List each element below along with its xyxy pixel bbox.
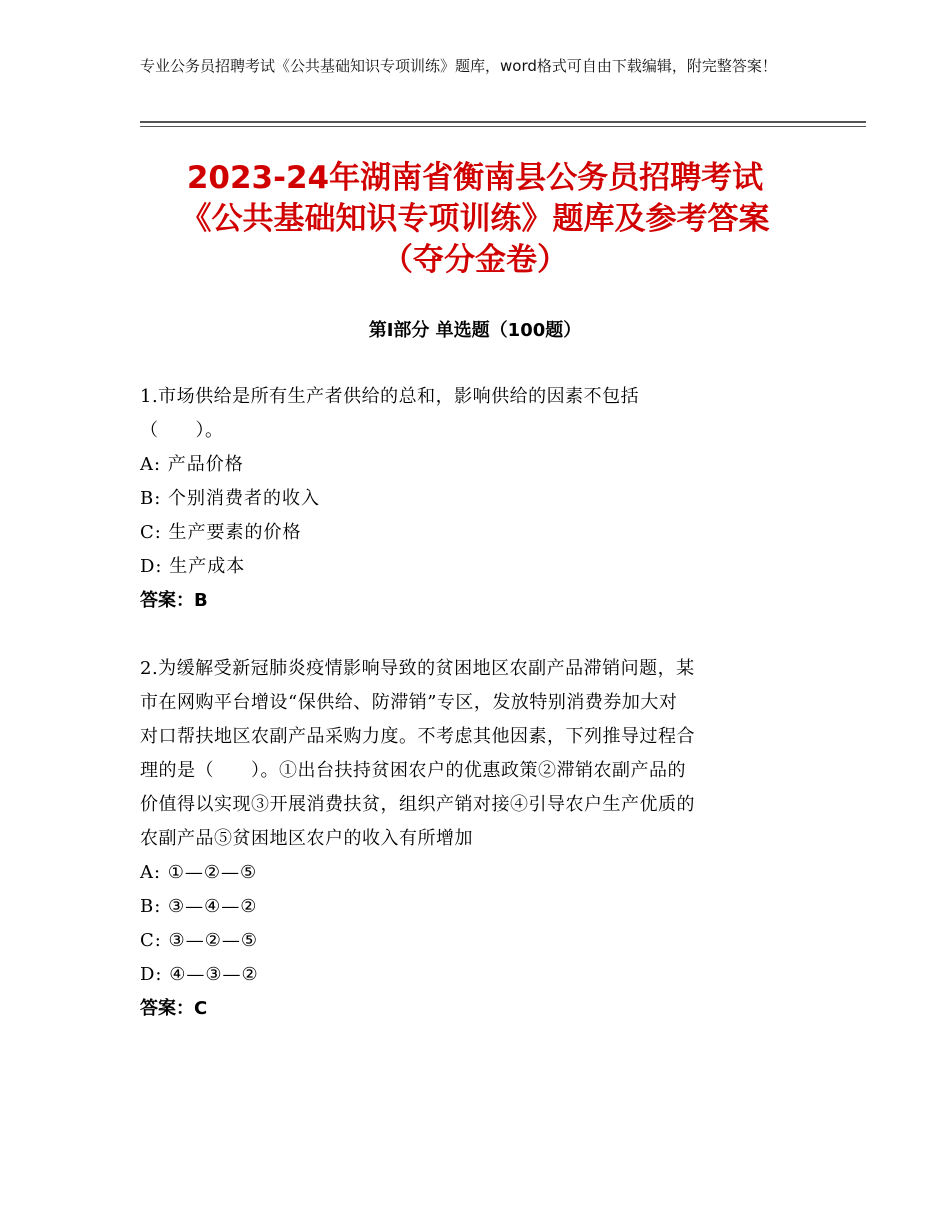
header-rule-thick <box>140 121 866 123</box>
question-stem-line: 2.为缓解受新冠肺炎疫情影响导致的贫困地区农副产品滞销问题，某 <box>140 658 695 679</box>
header-rule-thin <box>140 126 866 127</box>
question-1 <box>140 380 810 618</box>
section-heading: 第Ⅰ部分 单选题（100题） <box>368 320 582 341</box>
option-c: C: 生产要素的价格 <box>140 522 302 543</box>
option-b: B: 个别消费者的收入 <box>140 488 321 509</box>
question-stem-line: 对口帮扶地区农副产品采购力度。不考虑其他因素，下列推导过程合 <box>140 726 695 747</box>
answer: 答案：C <box>140 998 208 1019</box>
title-line-2: 《公共基础知识专项训练》题库及参考答案 <box>180 201 770 237</box>
option-c: C: ③—②—⑤ <box>140 930 258 951</box>
question-2 <box>140 652 810 1026</box>
document-title <box>100 158 850 281</box>
header-note: 专业公务员招聘考试《公共基础知识专项训练》题库，word格式可自由下载编辑，附完整答案！ <box>140 57 777 75</box>
question-stem-line: 市在网购平台增设“保供给、防滞销”专区，发放特别消费券加大对 <box>140 692 678 713</box>
option-a: A: 产品价格 <box>140 454 244 475</box>
title-line-1: 2023-24年湖南省衡南县公务员招聘考试 <box>186 160 764 196</box>
option-d: D: ④—③—② <box>140 964 259 985</box>
question-stem-line: 农副产品⑤贫困地区农户的收入有所增加 <box>140 828 473 849</box>
option-b: B: ③—④—② <box>140 896 258 917</box>
question-stem-line: （ ）。 <box>140 420 224 441</box>
question-stem-line: 1.市场供给是所有生产者供给的总和，影响供给的因素不包括 <box>140 386 640 407</box>
option-d: D: 生产成本 <box>140 556 246 577</box>
question-stem-line: 理的是（ ）。①出台扶持贫困农户的优惠政策②滞销农副产品的 <box>140 760 686 781</box>
title-line-3: （夺分金卷） <box>382 242 568 278</box>
question-stem-line: 价值得以实现③开展消费扶贫，组织产销对接④引导农户生产优质的 <box>140 794 695 815</box>
option-a: A: ①—②—⑤ <box>140 862 258 883</box>
answer: 答案：B <box>140 590 208 611</box>
